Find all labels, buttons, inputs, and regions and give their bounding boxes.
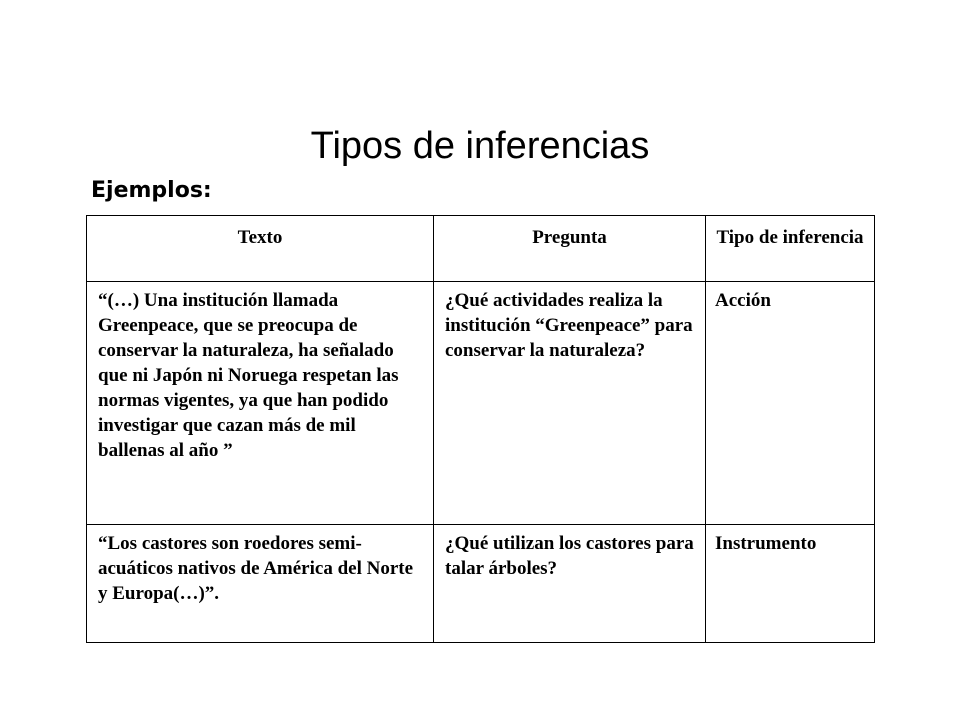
cell-tipo: Acción [706,282,875,525]
header-texto: Texto [87,216,434,282]
table-row [87,282,875,525]
table-row [87,525,875,643]
cell-texto: “Los castores son roedores semi-acuáticos nativos de América del Norte y Europa(…)”. [87,525,434,643]
table-header-row [87,216,875,282]
cell-tipo: Instrumento [706,525,875,643]
inference-examples-table [86,215,875,643]
cell-pregunta: ¿Qué actividades realiza la institución “Greenpeace” para conservar la naturaleza? [434,282,706,525]
header-pregunta: Pregunta [434,216,706,282]
slide-subtitle: Ejemplos: [91,178,212,203]
slide-title: Tipos de inferencias [310,125,650,167]
cell-texto: “(…) Una institución llamada Greenpeace, que se preocupa de conservar la naturaleza, ha señalado que ni Japón ni Noruega respetan las normas vigentes, ya que han podido investigar que cazan más de mil ballenas al año ” [87,282,434,525]
header-tipo-de-inferencia: Tipo de inferencia [706,216,875,282]
cell-pregunta: ¿Qué utilizan los castores para talar árboles? [434,525,706,643]
